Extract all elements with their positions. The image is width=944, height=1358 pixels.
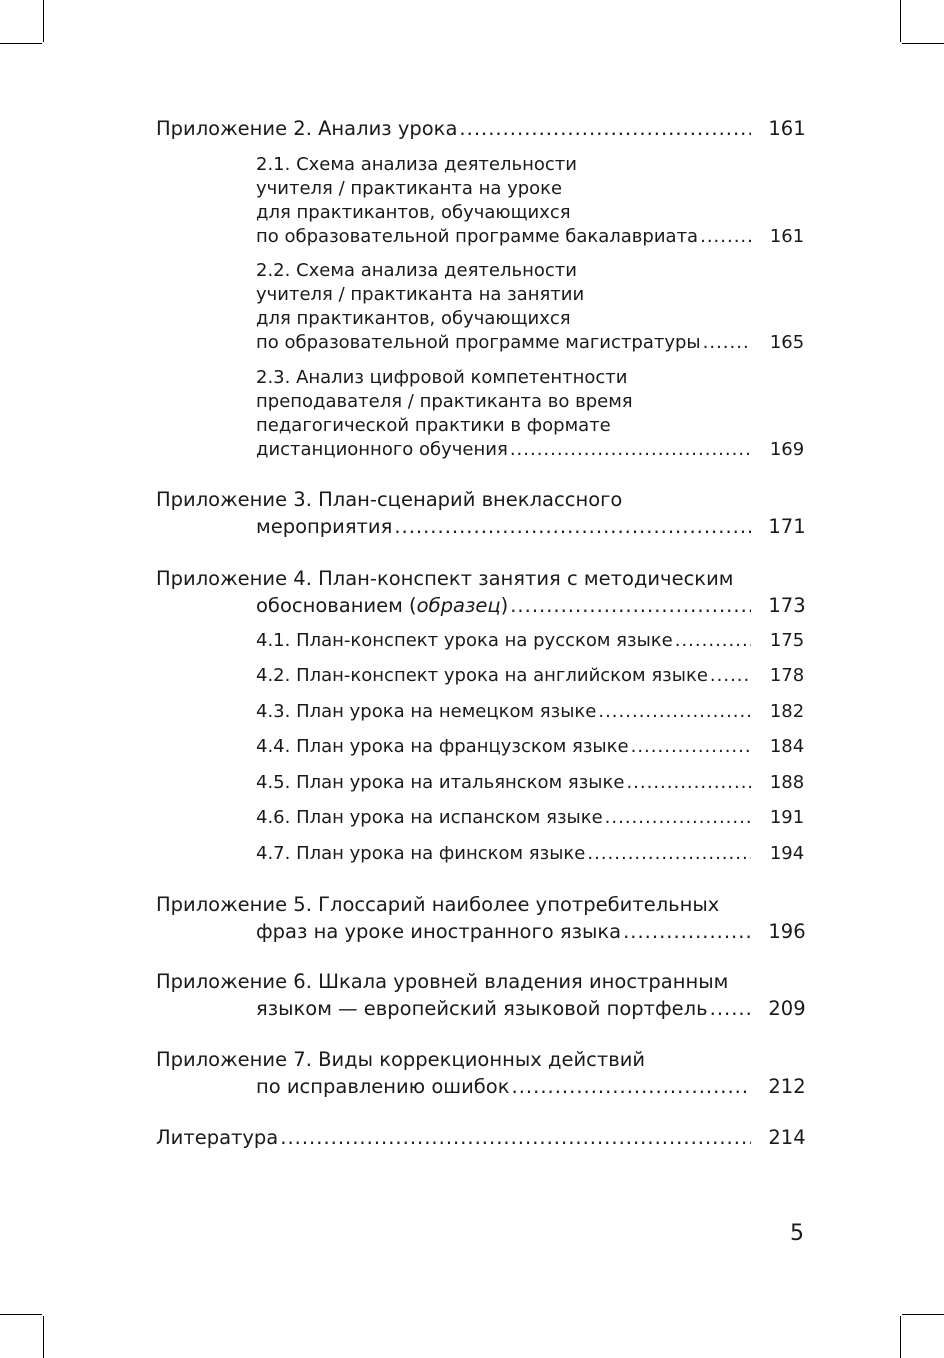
toc-entry-line: 2.1. Схема анализа деятельности [256,154,577,175]
dot-leader [626,771,751,795]
toc-entry-line: педагогической практики в формате [256,415,611,436]
toc-entry-line: для практикантов, обучающихся [256,202,571,223]
toc-entry-title: фраз на уроке иностранного языка [256,920,622,943]
dot-leader [710,664,751,688]
dot-leader [510,438,751,462]
dot-leader [700,225,751,249]
toc-entry-line: Приложение 6. Шкала уровней владения иностранным [156,970,729,993]
toc-page-number: 171 [768,515,806,538]
toc-entry-line: Приложение 7. Виды коррекционных действий [156,1048,646,1071]
toc-entry-line: Приложение 4. План-конспект занятия с методическим [156,567,734,590]
italic-word: образец [416,594,501,617]
dot-leader [459,115,751,142]
dot-leader [623,918,751,945]
toc-page-number: 196 [768,920,806,943]
toc-entry-title: 4.4. План урока на французском языке [256,736,629,757]
dot-leader [394,513,751,540]
dot-leader [710,995,751,1022]
toc-entry-line: учителя / практиканта на уроке [256,178,563,199]
dot-leader [631,735,751,759]
toc-entry-title: 4.5. План урока на итальянском языке [256,772,625,793]
toc-page-number: 169 [769,439,805,460]
toc-entry-title: 4.3. План урока на немецком языке [256,701,597,722]
toc-entry-title: 4.2. План-конспект урока на английском языке [256,665,708,686]
dot-leader [605,806,751,830]
dot-leader [280,1124,751,1151]
toc-page-number: 161 [768,117,806,140]
dot-leader [675,629,751,653]
toc-entry-title: Приложение 2. Анализ урока [156,117,458,140]
toc-entry-title: по образовательной программе бакалавриата [256,226,699,247]
toc-entry-line: Приложение 3. План-сценарий внеклассного [156,488,623,511]
toc-page-number: 212 [768,1075,806,1098]
toc-entry-title: дистанционного обучения [256,439,508,460]
toc-entry-title: языком — европейский языковой портфель [256,997,708,1020]
toc-page-number: 165 [769,332,805,353]
toc-entry-line: учителя / практиканта на занятии [256,284,585,305]
dot-leader [587,842,751,866]
toc-entry-title: по исправлению ошибок [256,1075,510,1098]
toc-page-number: 184 [769,736,805,757]
dot-leader [510,592,751,619]
toc-page-number: 209 [768,997,806,1020]
toc-entry-title: Литература [156,1126,279,1149]
toc-entry-title: обоснованием (образец) [256,594,509,617]
toc-entry-line: преподавателя / практиканта во время [256,391,633,412]
toc-page-number: 188 [769,772,805,793]
toc-entry-title: 4.6. План урока на испанском языке [256,807,603,828]
toc-page-number: 175 [769,630,805,651]
toc-entry-title: по образовательной программе магистратуры [256,332,701,353]
toc-page-number: 182 [769,701,805,722]
page-number: 5 [790,1221,804,1246]
toc-entry-line: для практикантов, обучающихся [256,308,571,329]
toc-page-number: 161 [769,226,805,247]
toc-entry-line: 2.3. Анализ цифровой компетентности [256,367,628,388]
toc-page-number: 191 [769,807,805,828]
toc-entry-title: 4.1. План-конспект урока на русском языке [256,630,673,651]
toc-entry-title: мероприятия [256,515,393,538]
toc-entry-line: 2.2. Схема анализа деятельности [256,260,577,281]
toc-entry-line: Приложение 5. Глоссарий наиболее употребительных [156,893,720,916]
toc-page-number: 214 [768,1126,806,1149]
dot-leader [512,1073,751,1100]
toc-page-number: 178 [769,665,805,686]
toc-page-number: 194 [769,843,805,864]
toc-entry-title: 4.7. План урока на финском языке [256,843,586,864]
dot-leader [703,331,751,355]
dot-leader [598,700,751,724]
toc-page-number: 173 [768,594,806,617]
